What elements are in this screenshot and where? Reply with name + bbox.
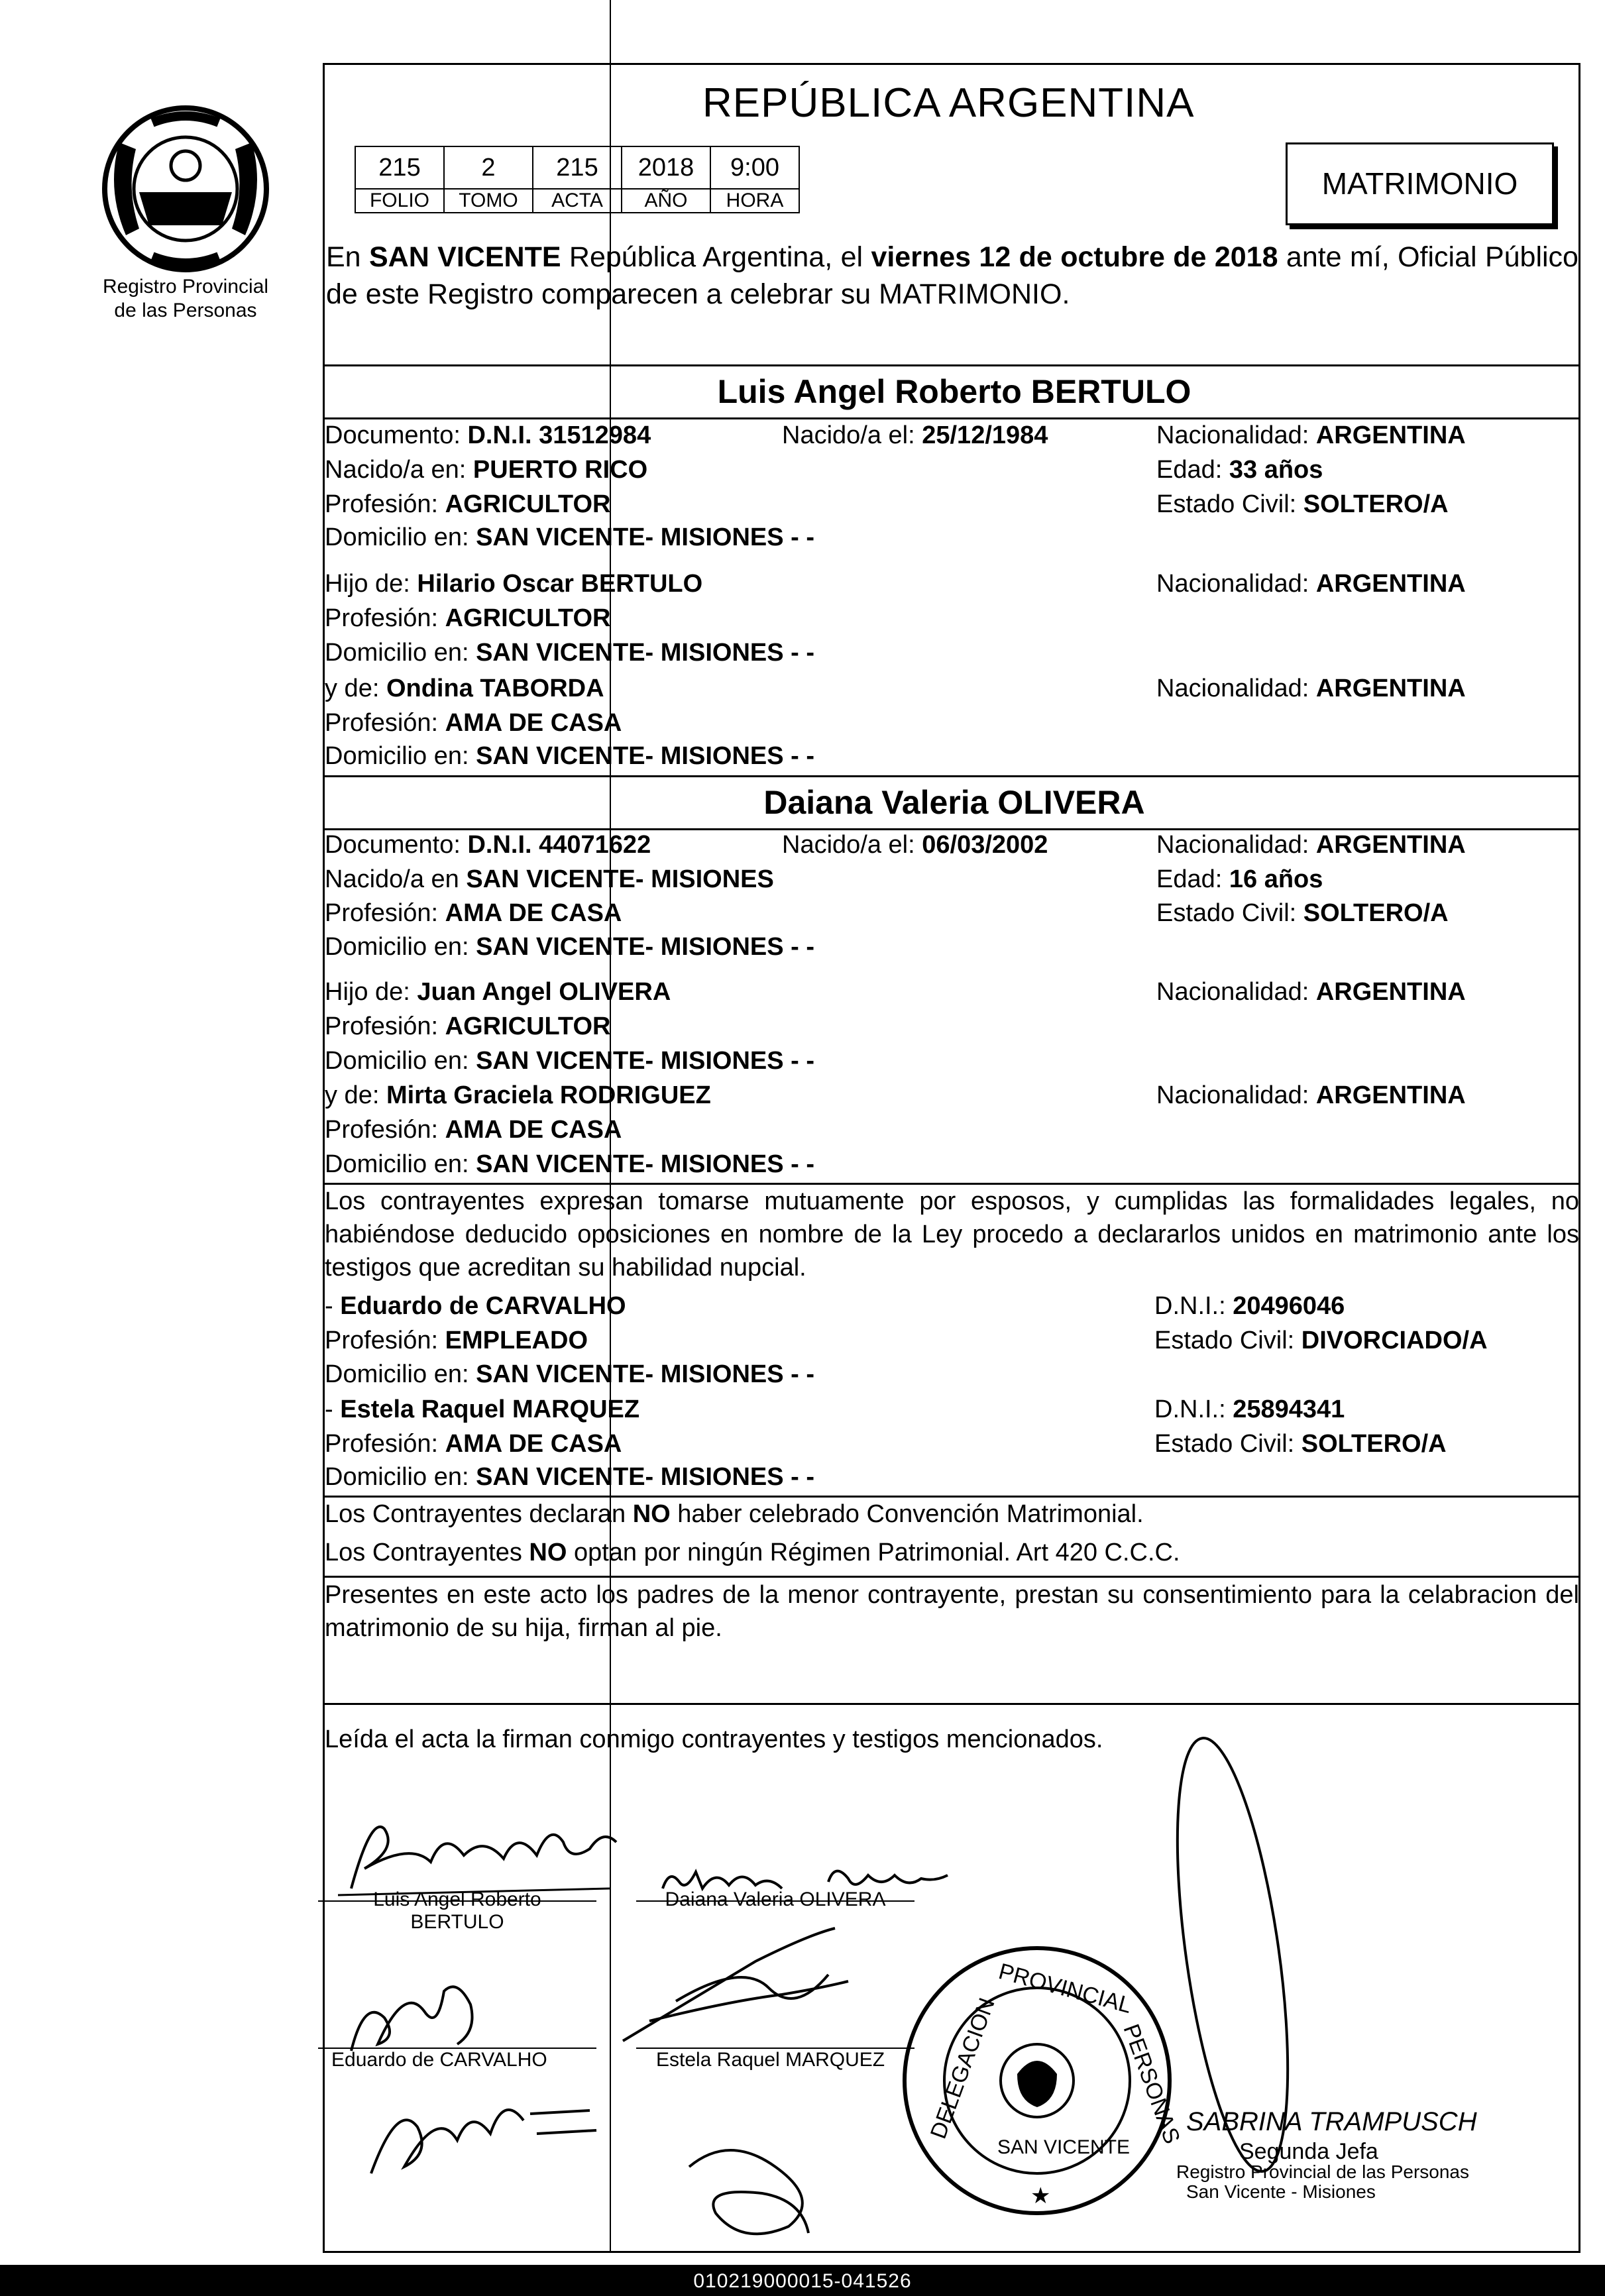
svg-text:SAN VICENTE: SAN VICENTE — [997, 2136, 1131, 2158]
footer-code: 010219000015-041526 — [693, 2270, 912, 2292]
c2-padre-profesion: Profesión: AGRICULTOR — [325, 1012, 611, 1040]
signature-marquez — [610, 1922, 928, 2054]
divider — [323, 364, 1580, 366]
c1-edad: Edad: 33 años — [1156, 456, 1323, 484]
contrayente-2-name: Daiana Valeria OLIVERA — [763, 784, 1145, 821]
intro-place: SAN VICENTE — [368, 241, 561, 273]
c1-padre-domicilio: Domicilio en: SAN VICENTE- MISIONES - - — [325, 639, 814, 667]
svg-text:DELEGACION: DELEGACION — [925, 1995, 1000, 2142]
c2-nacido-en: Nacido/a en SAN VICENTE- MISIONES — [325, 865, 774, 893]
page-title: REPÚBLICA ARGENTINA — [702, 80, 1195, 126]
c2-padre: Hijo de: Juan Angel OLIVERA — [325, 978, 671, 1006]
regimen-line: Los Contrayentes NO optan por ningún Régimen Patrimonial. Art 420 C.C.C. — [325, 1539, 1180, 1566]
c1-madre-domicilio: Domicilio en: SAN VICENTE- MISIONES - - — [325, 742, 814, 770]
c2-estado-civil: Estado Civil: SOLTERO/A — [1156, 899, 1449, 927]
c1-padre: Hijo de: Hilario Oscar BERTULO — [325, 570, 703, 598]
caption-line-2: de las Personas — [114, 300, 257, 321]
acta-label: ACTA — [533, 189, 622, 213]
divider — [323, 1496, 1580, 1498]
c2-nacido-el: Nacido/a el: 06/03/2002 — [782, 831, 1048, 859]
intro-date: viernes 12 de octubre de 2018 — [871, 241, 1278, 273]
c1-nacionalidad: Nacionalidad: ARGENTINA — [1156, 421, 1466, 449]
signature-label-1: Luis Angel Roberto BERTULO — [373, 1888, 541, 1933]
c2-madre-nacionalidad: Nacionalidad: ARGENTINA — [1156, 1081, 1466, 1109]
caption-line-1: Registro Provincial — [102, 276, 269, 298]
c2-madre-domicilio: Domicilio en: SAN VICENTE- MISIONES - - — [325, 1150, 814, 1178]
c2-padre-domicilio: Domicilio en: SAN VICENTE- MISIONES - - — [325, 1047, 814, 1075]
footer-barcode-bar — [0, 2265, 1605, 2296]
divider — [323, 1576, 1580, 1578]
signature-bertulo — [331, 1802, 636, 1902]
divider — [323, 417, 1580, 419]
signature-label-2: Daiana Valeria OLIVERA — [665, 1888, 886, 1910]
testigo-1-estado-civil: Estado Civil: DIVORCIADO/A — [1154, 1327, 1488, 1354]
folio-label: FOLIO — [355, 189, 444, 213]
svg-text:PERSONAS: PERSONAS — [1118, 2020, 1185, 2148]
oficial-lugar: San Vicente - Misiones — [1186, 2181, 1376, 2202]
acta-value: 215 — [533, 146, 622, 189]
tomo-label: TOMO — [444, 189, 533, 213]
declaration-paragraph: Los contrayentes expresan tomarse mutuamente por esposos, y cumplidas las formalidades legales, no habiéndose deducido oposiciones en nombre de la Ley procedo a declararlos unidos en matrimonio ante los testigos que acreditan su habilidad nupcial. — [325, 1187, 1579, 1282]
c1-nacido-en: Nacido/a en: PUERTO RICO — [325, 456, 648, 484]
signature-witness-extra — [358, 2081, 610, 2187]
c1-madre: y de: Ondina TABORDA — [325, 675, 604, 702]
c1-domicilio: Domicilio en: SAN VICENTE- MISIONES - - — [325, 523, 814, 551]
intro-text-3: ante mí, Oficial Público de este Registro comparecen a celebrar su MATRIMONIO. — [326, 241, 1578, 310]
c2-documento: Documento: D.N.I. 44071622 — [325, 831, 651, 859]
testigo-1-dni: D.N.I.: 20496046 — [1154, 1292, 1345, 1320]
record-meta-table — [355, 146, 800, 213]
c1-madre-nacionalidad: Nacionalidad: ARGENTINA — [1156, 675, 1466, 702]
delegacion-stamp-icon — [898, 1941, 1185, 2220]
consent-paragraph: Presentes en este acto los padres de la menor contrayente, prestan su consentimiento para la celabracion del matrimonio de su hija, firman al pie. — [325, 1581, 1579, 1642]
anio-value: 2018 — [622, 146, 710, 189]
c1-profesion: Profesión: AGRICULTOR — [325, 490, 611, 518]
c1-madre-profesion: Profesión: AMA DE CASA — [325, 709, 622, 737]
testigo-2-estado-civil: Estado Civil: SOLTERO/A — [1154, 1430, 1447, 1458]
intro-text-2: República Argentina, el — [561, 241, 871, 273]
c1-estado-civil: Estado Civil: SOLTERO/A — [1156, 490, 1449, 518]
c1-documento: Documento: D.N.I. 31512984 — [325, 421, 651, 449]
doc-type-box — [1286, 142, 1554, 225]
signature-label-4: Estela Raquel MARQUEZ — [656, 2049, 885, 2071]
intro-text-1: En — [326, 241, 369, 273]
oficial-org: Registro Provincial de las Personas — [1176, 2161, 1469, 2182]
divider — [323, 828, 1580, 830]
divider — [323, 1703, 1580, 1705]
registry-caption — [73, 275, 298, 323]
doc-type: MATRIMONIO — [1321, 166, 1518, 201]
testigo-1-domicilio: Domicilio en: SAN VICENTE- MISIONES - - — [325, 1360, 814, 1388]
convencion-line: Los Contrayentes declaran NO haber celebrado Convención Matrimonial. — [325, 1500, 1144, 1528]
intro-paragraph — [326, 239, 1578, 313]
c2-madre: y de: Mirta Graciela RODRIGUEZ — [325, 1081, 711, 1109]
c1-nacido-el: Nacido/a el: 25/12/1984 — [782, 421, 1048, 449]
c2-madre-profesion: Profesión: AMA DE CASA — [325, 1116, 622, 1144]
c2-edad: Edad: 16 años — [1156, 865, 1323, 893]
testigo-1-profesion: Profesión: EMPLEADO — [325, 1327, 588, 1354]
read-statement: Leída el acta la firman conmigo contrayentes y testigos mencionados. — [325, 1725, 1103, 1753]
c2-domicilio: Domicilio en: SAN VICENTE- MISIONES - - — [325, 933, 814, 961]
c1-padre-profesion: Profesión: AGRICULTOR — [325, 604, 611, 632]
testigo-2-profesion: Profesión: AMA DE CASA — [325, 1430, 622, 1458]
misiones-seal-icon — [99, 103, 272, 275]
c2-profesion: Profesión: AMA DE CASA — [325, 899, 622, 927]
oficial-cargo: Segunda Jefa — [1239, 2139, 1378, 2164]
testigo-2-domicilio: Domicilio en: SAN VICENTE- MISIONES - - — [325, 1463, 814, 1491]
c1-padre-nacionalidad: Nacionalidad: ARGENTINA — [1156, 570, 1466, 598]
testigo-1-name: - Eduardo de CARVALHO — [325, 1292, 626, 1320]
signature-label-3: Eduardo de CARVALHO — [331, 2049, 547, 2071]
folio-value: 215 — [355, 146, 444, 189]
svg-text:PROVINCIAL: PROVINCIAL — [995, 1959, 1135, 2019]
contrayente-1-name: Luis Angel Roberto BERTULO — [717, 373, 1191, 410]
tomo-value: 2 — [444, 146, 533, 189]
signature-oficial-scribble — [676, 2127, 848, 2246]
hora-label: HORA — [710, 189, 799, 213]
testigo-2-dni: D.N.I.: 25894341 — [1154, 1395, 1345, 1423]
hora-value: 9:00 — [710, 146, 799, 189]
oficial-name: SABRINA TRAMPUSCH — [1186, 2107, 1477, 2136]
c2-nacionalidad: Nacionalidad: ARGENTINA — [1156, 831, 1466, 859]
testigo-2-name: - Estela Raquel MARQUEZ — [325, 1395, 640, 1423]
anio-label: AÑO — [622, 189, 710, 213]
c2-padre-nacionalidad: Nacionalidad: ARGENTINA — [1156, 978, 1466, 1006]
svg-text:★: ★ — [1030, 2183, 1051, 2209]
divider — [323, 775, 1580, 777]
